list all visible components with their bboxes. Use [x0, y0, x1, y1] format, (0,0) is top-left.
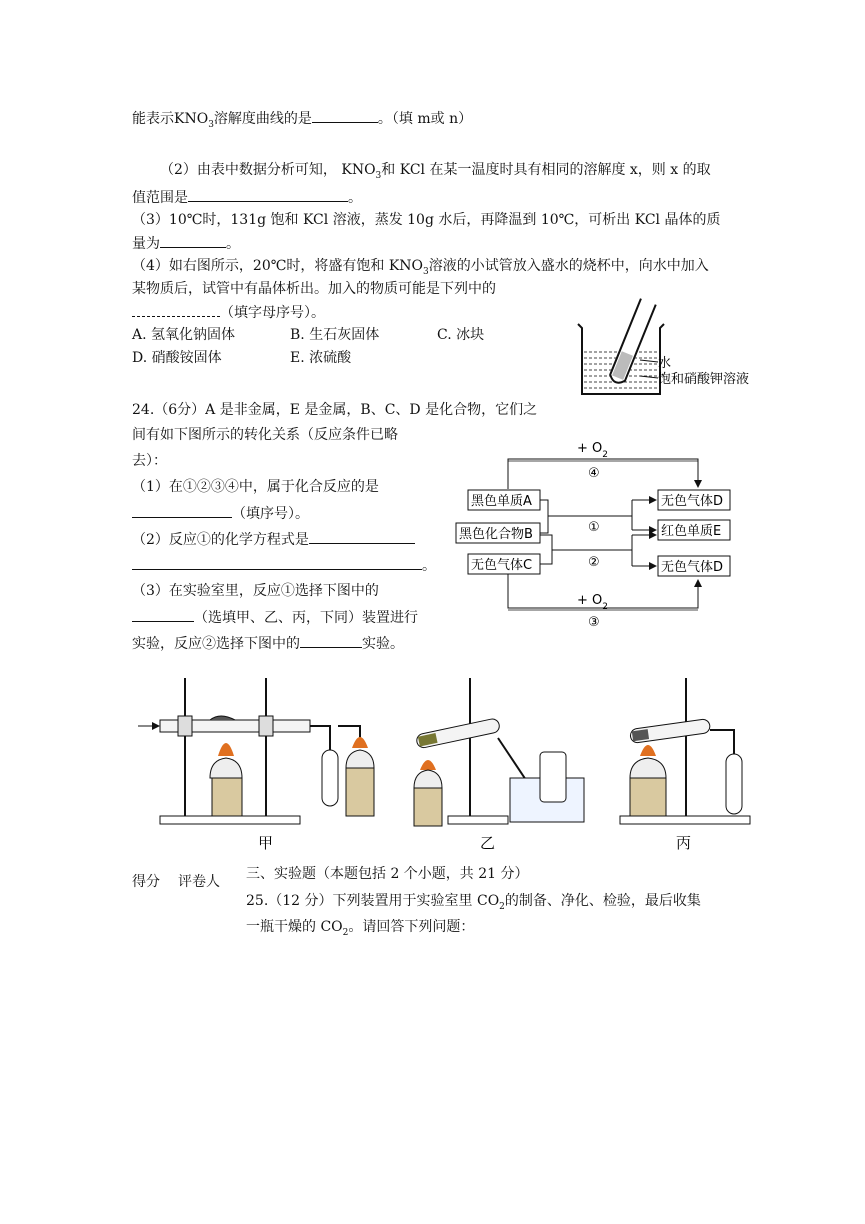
q24-line1: 24.（6分）A 是非金属，E 是金属，B、C、D 是化合物，它们之 [132, 402, 538, 418]
box-d2-label: 无色气体D [661, 560, 724, 575]
q23-part3-line1: （3）10℃时，131g 饱和 KCl 溶液，蒸发 10g 水后，再降温到 10℃，可析出 KCl 晶体的质 [132, 212, 721, 228]
box-a-label: 黑色单质A [471, 494, 532, 509]
q24-line2: 间有如下图所示的转化关系（反应条件已略 [132, 427, 398, 443]
test-tube-icon [608, 299, 655, 386]
limewater-tube [322, 750, 338, 806]
bracket-ab [540, 500, 548, 533]
beaker-water-label: 水 [658, 356, 672, 371]
alcohol-lamp-icon [210, 758, 242, 778]
q24-sub1: （1）在①②③④中，属于化合反应的是 [132, 479, 379, 495]
reaction-3-label: ③ [588, 615, 600, 630]
beaker-figure [570, 292, 770, 402]
o2-top-label: + $O_2$ [577, 441, 608, 460]
box-c-label: 无色气体C [471, 558, 533, 573]
q24-sub3: （3）在实验室里，反应①选择下图中的 [132, 583, 379, 599]
option-c: C. 冰块 [437, 327, 485, 343]
section-title: 三、实验题（本题包括 2 个小题，共 21 分） [246, 866, 529, 882]
box-b-label: 黑色化合物B [459, 527, 533, 542]
q23-line1: 能表示$KNO_3$溶解度曲线的是 。（填 m或 n） [132, 108, 472, 135]
reaction-diagram [452, 432, 742, 632]
box-d1-label: 无色气体D [661, 494, 724, 509]
q24-sub2-cont: 。 [132, 555, 436, 576]
q24-sub2: （2）反应①的化学方程式是 [132, 529, 415, 550]
q25-line2: 一瓶干燥的 $CO_2$。请回答下列问题： [246, 919, 475, 938]
o2-bottom-label: + $O_2$ [577, 593, 608, 612]
beaker-solution-label: 饱和硝酸钾溶液 [658, 372, 750, 387]
q24-sub1-answer: （填序号）。 [132, 503, 309, 524]
q23-part4-line2: 某物质后，试管中有晶体析出。加入的物质可能是下列中的 [132, 281, 496, 297]
q24-sub3-line3: 实验，反应②选择下图中的 实验。 [132, 633, 404, 654]
q24-line3: 去）： [132, 453, 167, 469]
option-a: A. 氢氧化钠固体 [132, 327, 236, 343]
arrow-reaction-4 [508, 459, 698, 489]
answer-blank-q23-3[interactable] [160, 233, 226, 248]
answer-blank-q24-1[interactable] [132, 503, 232, 518]
gas-jar [540, 752, 566, 802]
label-yi: 乙 [480, 834, 496, 852]
q24-sub3-line2: （选填甲、乙、丙，下同）装置进行 [132, 607, 418, 628]
q25-line1: 25.（12 分）下列装置用于实验室里 $CO_2$的制备、净化、检验，最后收集 [246, 893, 701, 912]
option-e: E. 浓硫酸 [290, 350, 352, 366]
reaction-1-label: ① [588, 520, 600, 535]
answer-blank-q23-2[interactable] [188, 187, 348, 202]
answer-blank-q24-3b[interactable] [300, 633, 362, 648]
reviewer-label: 评卷人 [178, 874, 220, 890]
answer-blank-q24-2b[interactable] [132, 555, 422, 570]
apparatus-bing [620, 678, 750, 824]
bracket-bc [540, 535, 552, 564]
apparatus-yi [414, 678, 584, 826]
q23-part2-line1: （2）由表中数据分析可知， $KNO_3$和 KCl 在某一温度时具有相同的溶解度 x，则 x 的取 [160, 162, 711, 181]
q23-part2-line2: 值范围是 。 [132, 187, 362, 208]
water-pointer [640, 360, 658, 362]
answer-blank-q23-4[interactable] [132, 302, 220, 317]
apparatus-figure [130, 668, 758, 858]
q23-part3-line2: 量为 。 [132, 233, 240, 254]
label-bing: 丙 [676, 834, 692, 852]
label-jia: 甲 [258, 834, 274, 852]
q23-part4-line1: （4）如右图所示，20℃时，将盛有饱和 $KNO_3$溶液的小试管放入盛水的烧杯中，向水中加入 [132, 258, 709, 277]
answer-blank-q24-2a[interactable] [309, 529, 415, 544]
score-label: 得分 [132, 874, 160, 890]
option-d: D. 硝酸铵固体 [132, 350, 222, 366]
apparatus-jia [138, 678, 374, 824]
flame-icon [218, 743, 234, 756]
q23-part4-line3: （填字母序号）。 [132, 302, 325, 323]
box-e-label: 红色单质E [661, 524, 722, 539]
reaction-2-label: ② [588, 555, 600, 570]
answer-blank-q23-1[interactable] [312, 108, 378, 123]
option-b: B. 生石灰固体 [290, 327, 380, 343]
answer-blank-q24-3a[interactable] [132, 607, 194, 622]
reaction-4-label: ④ [588, 466, 600, 481]
